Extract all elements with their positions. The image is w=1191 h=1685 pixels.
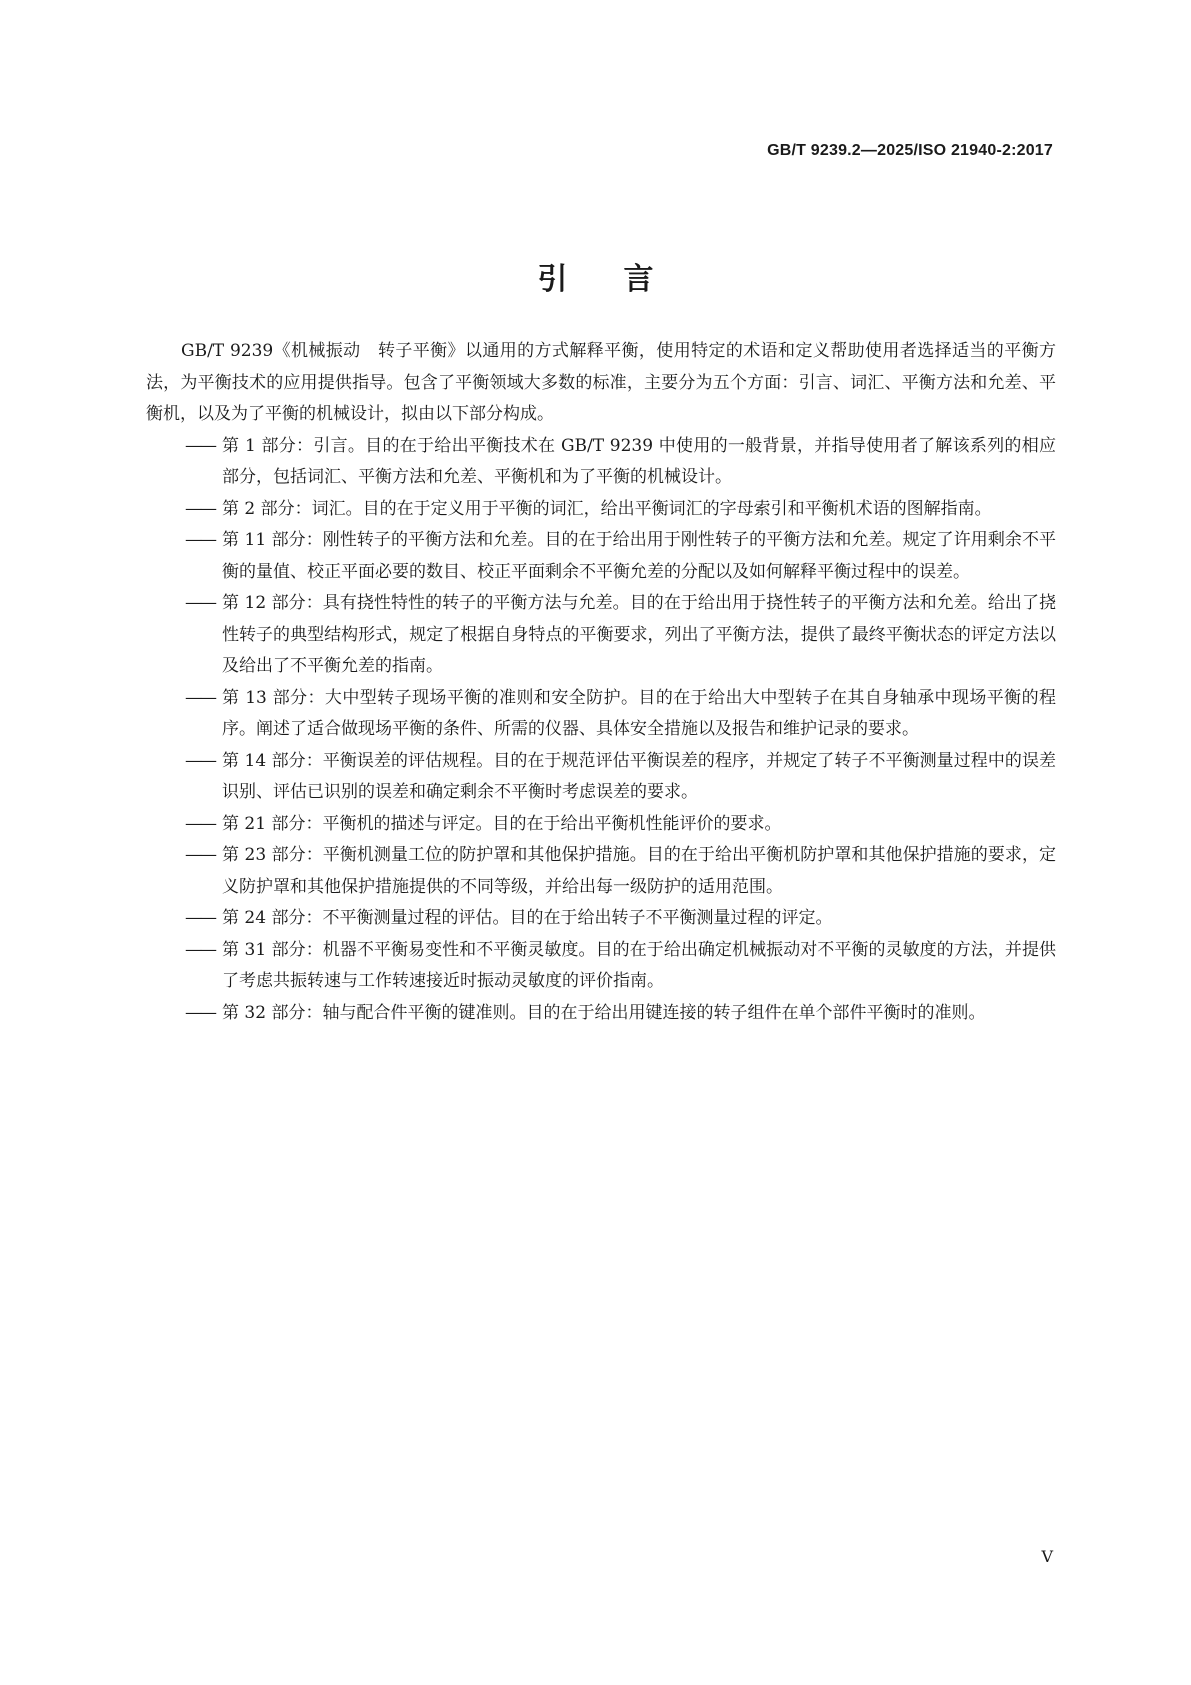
part-text: 第 12 部分：具有挠性特性的转子的平衡方法与允差。目的在于给出用于挠性转子的平衡方法和允差。给出了挠性转子的典型结构形式，规定了根据自身特点的平衡要求，列出了平衡方法，提供了最终平衡状态的评定方法以及给出了不平衡允差的指南。 — [222, 593, 1056, 676]
page-title: 引言 — [537, 262, 710, 298]
list-item-part-1 — [146, 431, 1056, 494]
list-dash: —— — [185, 530, 215, 550]
list-item-part-32 — [146, 998, 1056, 1030]
list-dash: —— — [185, 593, 215, 613]
standard-number-header: GB/T 9239.2—2025/ISO 21940-2:2017 — [767, 142, 1053, 159]
part-text: 第 21 部分：平衡机的描述与评定。目的在于给出平衡机性能评价的要求。 — [222, 813, 782, 834]
part-text: 第 14 部分：平衡误差的评估规程。目的在于规范评估平衡误差的程序，并规定了转子不平衡测量过程中的误差识别、评估已识别的误差和确定剩余不平衡时考虑误差的要求。 — [222, 750, 1056, 802]
part-text: 第 2 部分：词汇。目的在于定义用于平衡的词汇，给出平衡词汇的字母索引和平衡机术语的图解指南。 — [222, 498, 992, 519]
list-item-part-11 — [146, 525, 1056, 588]
list-dash: —— — [185, 1002, 215, 1023]
list-item-part-2 — [146, 494, 1056, 526]
part-text: 第 1 部分：引言。目的在于给出平衡技术在 GB/T 9239 中使用的一般背景，并指导使用者了解该系列的相应部分，包括词汇、平衡方法和允差、平衡机和为了平衡的机械设计。 — [222, 435, 1056, 487]
part-text: 第 11 部分：刚性转子的平衡方法和允差。目的在于给出用于刚性转子的平衡方法和允差。规定了许用剩余不平衡的量值、校正平面必要的数目、校正平面剩余不平衡允差的分配以及如何解释平衡过程中的误差。 — [222, 530, 1056, 582]
list-item-part-13 — [146, 683, 1056, 746]
page-number: V — [1041, 1547, 1053, 1566]
intro-paragraph: GB/T 9239《机械振动 转子平衡》以通用的方式解释平衡，使用特定的术语和定义帮助使用者选择适当的平衡方法，为平衡技术的应用提供指导。包含了平衡领域大多数的标准，主要分为五个方面：引言、词汇、平衡方法和允差、平衡机，以及为了平衡的机械设计，拟由以下部分构成。 — [146, 341, 1056, 424]
document-body — [146, 336, 1056, 1029]
part-text: 第 32 部分：轴与配合件平衡的键准则。目的在于给出用键连接的转子组件在单个部件平衡时的准则。 — [222, 1002, 986, 1023]
list-item-part-12 — [146, 588, 1056, 683]
list-dash: —— — [185, 813, 215, 834]
list-dash: —— — [185, 939, 215, 960]
part-text: 第 23 部分：平衡机测量工位的防护罩和其他保护措施。目的在于给出平衡机防护罩和其他保护措施的要求，定义防护罩和其他保护措施提供的不同等级，并给出每一级防护的适用范围。 — [222, 845, 1056, 897]
list-item-part-24 — [146, 903, 1056, 935]
list-dash: —— — [185, 908, 215, 928]
part-text: 第 24 部分：不平衡测量过程的评估。目的在于给出转子不平衡测量过程的评定。 — [222, 908, 833, 928]
list-dash: —— — [185, 750, 215, 771]
parts-list — [146, 431, 1056, 1030]
list-dash: —— — [185, 845, 215, 865]
list-dash: —— — [185, 435, 215, 456]
list-dash: —— — [185, 498, 215, 519]
part-text: 第 13 部分：大中型转子现场平衡的准则和安全防护。目的在于给出大中型转子在其自身轴承中现场平衡的程序。阐述了适合做现场平衡的条件、所需的仪器、具体安全措施以及报告和维护记录的要求。 — [222, 687, 1056, 739]
list-item-part-23 — [146, 840, 1056, 903]
list-item-part-31 — [146, 935, 1056, 998]
list-item-part-21 — [146, 809, 1056, 841]
part-text: 第 31 部分：机器不平衡易变性和不平衡灵敏度。目的在于给出确定机械振动对不平衡的灵敏度的方法，并提供了考虑共振转速与工作转速接近时振动灵敏度的评价指南。 — [222, 939, 1056, 991]
list-item-part-14 — [146, 746, 1056, 809]
list-dash: —— — [185, 687, 215, 708]
